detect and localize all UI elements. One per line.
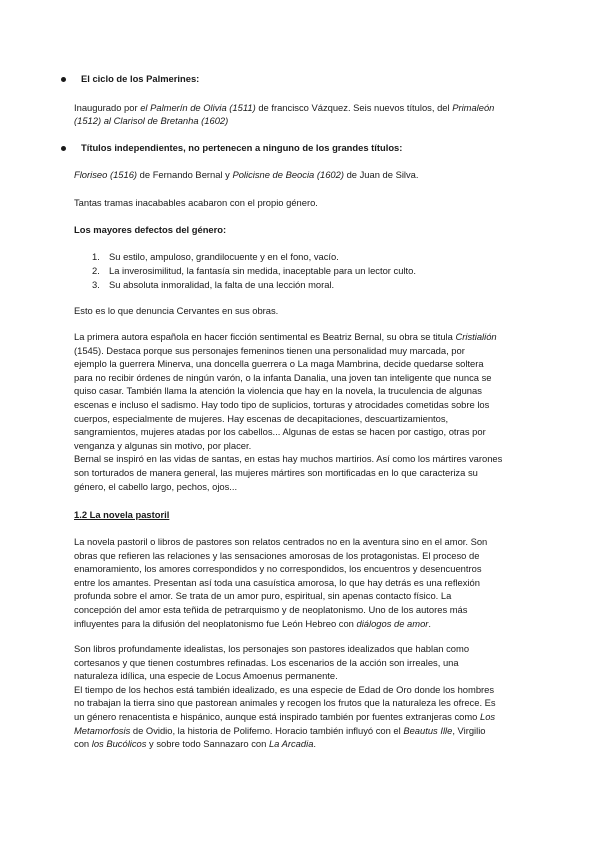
section-heading-palmerines: El ciclo de los Palmerines: bbox=[81, 73, 200, 84]
list-item: 3. Su absoluta inmoralidad, la falta de una lección moral. bbox=[92, 279, 335, 290]
paragraph-line: concepción del amor esta teñida de petrarquismo y de neoplatonismo. Uno de los autores más bbox=[74, 603, 468, 615]
paragraph-line: sangramientos, mujeres atadas por los cabellos... Algunas de estas se hacen por castigo, otras por bbox=[74, 426, 486, 438]
paragraph-line: Metamorfosis de Ovidio, la historia de Polifemo. Horacio también influyó con el Beautus Ille, Virgilio bbox=[74, 724, 486, 736]
paragraph-line: naturaleza idílica, una especie de Locus Amoenus permanente. bbox=[74, 670, 338, 682]
paragraph-line: profunda sobre el amor. Se trata de un amor puro, espiritual, sin apenas contacto físico. La bbox=[74, 590, 452, 602]
paragraph-line: obras que refieren las relaciones y las sensaciones amorosas de los protagonistas. El proceso de bbox=[74, 549, 480, 561]
bullet-icon bbox=[61, 77, 66, 82]
cervantes-line: Esto es lo que denuncia Cervantes en sus obras. bbox=[74, 305, 279, 316]
independientes-line: Floriseo (1516) de Fernando Bernal y Policisne de Beocia (1602) de Juan de Silva. bbox=[74, 169, 419, 180]
paragraph-line: El tiempo de los hechos está también idealizado, es una especie de Edad de Oro donde los hombres bbox=[74, 683, 495, 695]
paragraph-line: ejemplo la guerrera Minerva, una doncella guerrera o La maga Mambrina, decide quedarse soltera bbox=[74, 358, 484, 370]
paragraph-line: cortesanos y que tienen costumbres refinadas. Los escenarios de la acción son irreales, una bbox=[74, 656, 459, 668]
paragraph-line: cuerpos, especialmente de mujeres. Hay escenas de decapitaciones, descuartizamientos, bbox=[74, 412, 449, 424]
paragraph-line: escenas e incluso el sadismo. Hay todo tipo de suplicios, torturas y atrocidades cometidas sobre los bbox=[74, 398, 490, 410]
tramas-line: Tantas tramas inacabables acabaron con el propio género. bbox=[74, 197, 318, 208]
paragraph-line: influyentes para la difusión del neoplatonismo fue León Hebreo con diálogos de amor. bbox=[74, 617, 432, 629]
paragraph-line: un género renacentista e hispánico, aunque está inspirado también por fuentes extranjeras como Los bbox=[74, 710, 496, 722]
defectos-heading: Los mayores defectos del género: bbox=[74, 224, 227, 235]
bernal-paragraph bbox=[74, 330, 502, 493]
paragraph-line: venganza y algunas sin motivo, por placer. bbox=[74, 439, 252, 451]
section-heading-independientes: Títulos independientes, no pertenecen a ninguno de los grandes títulos: bbox=[81, 142, 403, 153]
pastoril-paragraph-2 bbox=[74, 642, 496, 751]
pastoril-paragraph-1 bbox=[74, 535, 487, 630]
list-item: 2. La inverosimilitud, la fantasía sin medida, inaceptable para un lector culto. bbox=[92, 265, 416, 276]
palmerines-line-1: Inaugurado por el Palmerín de Olivia (1511) de francisco Vázquez. Seis nuevos títulos, del Primaleón bbox=[74, 102, 495, 113]
paragraph-line: para no recibir órdenes de ningún varón, o la infanta Danalia, una joven tan inteligente que nunca se bbox=[74, 371, 492, 383]
paragraph-line: género, el cabello largo, pechos, ojos... bbox=[74, 480, 238, 492]
paragraph-line: Son libros profundamente idealistas, los personajes son pastores idealizados que hablan como bbox=[74, 643, 470, 654]
paragraph-line: con los Bucólicos y sobre todo Sannazaro con La Arcadia. bbox=[74, 738, 317, 750]
list-item: 1. Su estilo, ampuloso, grandilocuente y en el fono, vacío. bbox=[92, 251, 339, 262]
paragraph-line: quiso casar. También llama la atención la violencia que hay en la novela, la truculencia de algunas bbox=[74, 385, 482, 397]
paragraph-line: entre los amantes. Presentan así toda una casuística amorosa, lo que hay detrás es una reflexión bbox=[74, 576, 480, 588]
paragraph-line: no trabajan la tierra sino que pastorean animales y recogen los frutos que la naturaleza les ofrece. Es bbox=[74, 697, 496, 709]
paragraph-line: La novela pastoril o libros de pastores son relatos centrados no en la aventura sino en el amor. Son bbox=[74, 536, 488, 547]
paragraph-line: enamoramiento, los amores correspondidos y no correspondidos, los encuentros y desencuentros bbox=[74, 563, 482, 575]
paragraph-line: La primera autora española en hacer ficción sentimental es Beatriz Bernal, su obra se titula Cristialión bbox=[74, 331, 497, 342]
section-heading-pastoril: 1.2 La novela pastoril bbox=[74, 509, 170, 520]
paragraph-line: Bernal se inspiró en las vidas de santas, en estas hay muchos martirios. Así como los mártires varones bbox=[74, 453, 503, 465]
paragraph-line: son torturados de manera general, las mujeres mártires son mortificadas en lo que caracteriza su bbox=[74, 466, 478, 478]
paragraph-line: (1545). Destaca porque sus personajes femeninos tienen una personalidad muy marcada, por bbox=[74, 344, 465, 356]
bullet-icon bbox=[61, 146, 66, 151]
palmerines-line-2: (1512) al Clarisol de Bretanha (1602) bbox=[74, 115, 229, 126]
